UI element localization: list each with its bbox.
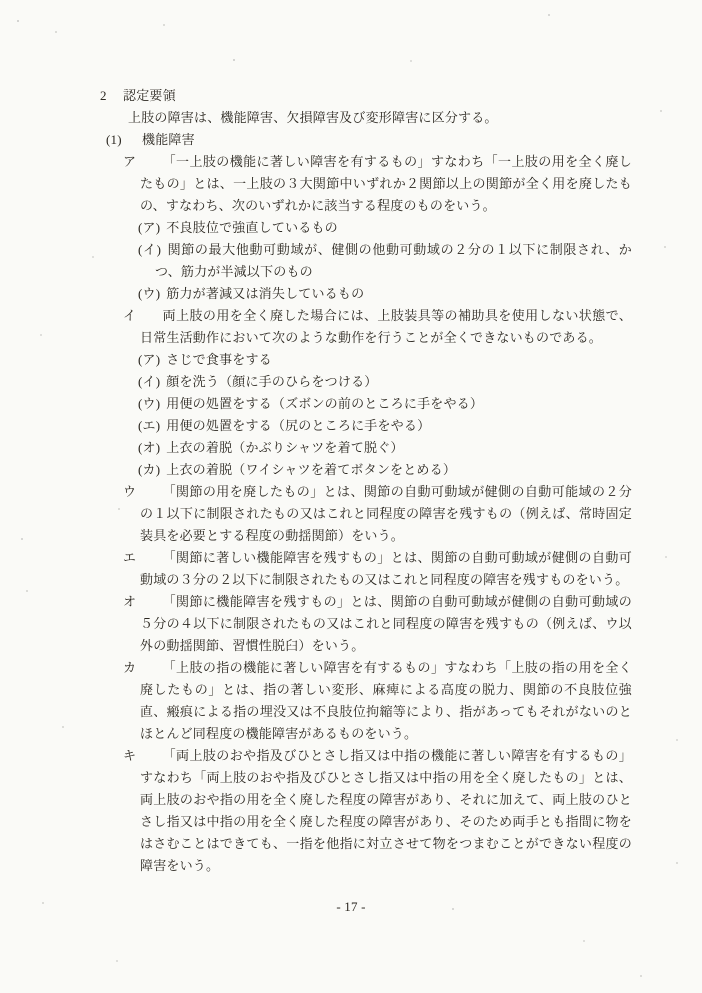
item-label: キ	[123, 748, 137, 763]
item-ウ	[123, 481, 632, 547]
item-label: イ	[123, 308, 137, 323]
subitem-label: (イ)	[138, 242, 162, 257]
item-text: 両上肢の用を全く廃した場合には、上肢装具等の補助具を使用しない状態で、日常生活動作において次のような動作を行うことが全くできないものである。	[140, 308, 633, 345]
section-title: 認定要領	[123, 88, 176, 103]
item-text: 「関節に著しい機能障害を残すもの」とは、関節の自動可動域が健側の自動可動域の３分の２以下に制限されたもの又はこれと同程度の障害を残すものをいう。	[140, 550, 632, 587]
item-label: カ	[123, 660, 137, 675]
section-heading	[100, 85, 632, 107]
subsection-number: (1)	[106, 132, 122, 147]
item-label: エ	[123, 550, 137, 565]
subitem-text: 関節の最大他動可動域が、健側の他動可動域の２分の１以下に制限され、かつ、筋力が半減以下のもの	[155, 242, 632, 279]
item-イ	[123, 305, 633, 349]
subitem-label: (ア)	[138, 352, 161, 367]
subitem-イ-(エ)	[138, 415, 632, 437]
subitem-text: 上衣の着脱（ワイシャツを着てボタンをとめる）	[166, 462, 457, 477]
subitem-text: 筋力が著減又は消失しているもの	[166, 286, 365, 301]
item-text: 「関節の用を廃したもの」とは、関節の自動可動域が健側の自動可能域の２分の１以下に制限されたもの又はこれと同程度の障害を残すもの（例えば、常時固定装具を必要とする程度の動揺関節）をいう。	[140, 484, 632, 543]
subitem-イ-(カ)	[138, 459, 632, 481]
subitem-text: さじで食事をする	[166, 352, 272, 367]
items-list	[100, 151, 632, 877]
page-number: - 17 -	[336, 899, 366, 914]
document-body	[100, 85, 632, 877]
subitem-label: (ウ)	[138, 396, 161, 411]
subitem-イ-(イ)	[138, 371, 632, 393]
item-text: 「関節に機能障害を残すもの」とは、関節の自動可動域が健側の自動可動域の５分の４以下に制限されたもの又はこれと同程度の障害を残すもの（例えば、ウ以外の動揺関節、習慣性脱臼）をいう。	[140, 594, 632, 653]
item-text: 「一上肢の機能に著しい障害を有するもの」すなわち「一上肢の用を全く廃したもの」とは、一上肢の３大関節中いずれか２関節以上の関節が全く用を廃したもの、すなわち、次のいずれかに該当する程度のものをいう。	[140, 154, 632, 213]
subitem-text: 用便の処置をする（ズボンの前のところに手をやる）	[166, 396, 484, 411]
subitem-label: (イ)	[138, 374, 161, 389]
subitem-label: (オ)	[138, 440, 161, 455]
subitem-text: 用便の処置をする（尻のところに手をやる）	[166, 418, 431, 433]
item-label: ア	[123, 154, 137, 169]
intro-paragraph: 上肢の障害は、機能障害、欠損障害及び変形障害に区分する。	[128, 110, 498, 125]
item-text: 「両上肢のおや指及びひとさし指又は中指の機能に著しい障害を有するもの」すなわち「両上肢のおや指及びひとさし指又は中指の用を全く廃したもの」とは、両上肢のおや指の用を全く廃した程度の障害があり、それに加えて、両上肢のひとさし指又は中指の用を全く廃した程度の障害があり、そのため両手とも指間に物をはさむことはできても、一指を他指に対立させて物をつまむことができない程度の障害をいう。	[140, 748, 632, 873]
item-label: オ	[123, 594, 137, 609]
section-number: 2	[100, 88, 107, 103]
subitem-イ-(オ)	[138, 437, 632, 459]
item-text: 「上肢の指の機能に著しい障害を有するもの」すなわち「上肢の指の用を全く廃したもの」とは、指の著しい変形、麻痺による高度の脱力、関節の不良肢位強直、瘢痕による指の埋没又は不良肢位拘縮等により、指があってもそれがないのとほとんど同程度の機能障害があるものをいう。	[140, 660, 632, 741]
subsection-heading	[106, 129, 632, 151]
subitem-text: 不良肢位で強直しているもの	[166, 220, 338, 235]
item-ア	[123, 151, 632, 217]
subitem-label: (ア)	[138, 220, 161, 235]
subitem-イ-(ア)	[138, 349, 632, 371]
subitem-label: (カ)	[138, 462, 161, 477]
item-オ	[123, 591, 632, 657]
subitem-イ-(ウ)	[138, 393, 632, 415]
item-カ	[123, 657, 632, 745]
subsection-title: 機能障害	[142, 132, 195, 147]
subitem-label: (エ)	[138, 418, 161, 433]
subitem-label: (ウ)	[138, 286, 161, 301]
subitem-ア-(ウ)	[138, 283, 632, 305]
subitem-ア-(ア)	[138, 217, 632, 239]
subitem-text: 上衣の着脱（かぶりシャツを着て脱ぐ）	[166, 440, 404, 455]
item-label: ウ	[123, 484, 137, 499]
item-エ	[123, 547, 632, 591]
subitem-ア-(イ)	[138, 239, 632, 283]
subitem-text: 顔を洗う（顔に手のひらをつける）	[166, 374, 378, 389]
item-キ	[123, 745, 632, 877]
scan-noise	[0, 0, 2, 2]
